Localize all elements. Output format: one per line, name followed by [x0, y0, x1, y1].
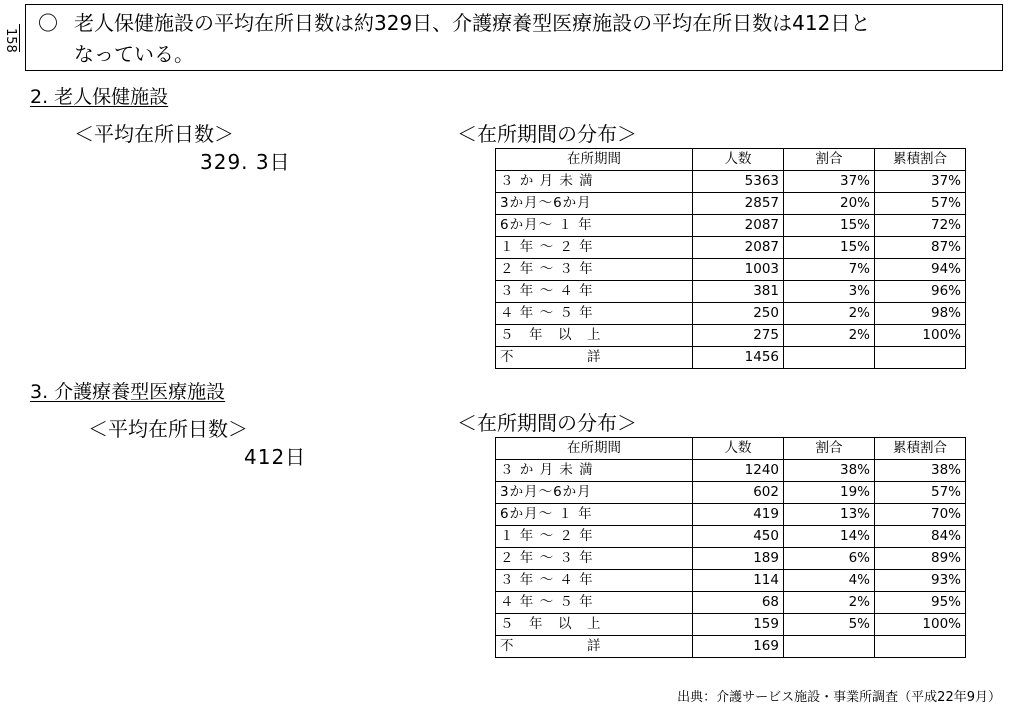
- cumulative-cell: 100%: [875, 614, 966, 636]
- cumulative-cell: 96%: [875, 281, 966, 303]
- period-cell: 不 詳: [496, 636, 693, 658]
- cumulative-cell: 37%: [875, 171, 966, 193]
- avg-stay-label-roken: ＜平均在所日数＞: [74, 122, 234, 146]
- period-cell: １ 年 ～ ２ 年: [496, 526, 693, 548]
- table-row: [496, 281, 966, 303]
- table-row: [496, 325, 966, 347]
- avg-stay-value-ryoyo: 412日: [244, 445, 307, 469]
- ratio-cell: 2%: [784, 592, 875, 614]
- table-header-row: [496, 149, 966, 171]
- period-cell: ３ か 月 未 満: [496, 171, 693, 193]
- table-row: [496, 504, 966, 526]
- cumulative-cell: 89%: [875, 548, 966, 570]
- table-row: [496, 482, 966, 504]
- cumulative-cell: 98%: [875, 303, 966, 325]
- section-heading-roken: 2. 老人保健施設: [30, 86, 169, 108]
- period-cell: １ 年 ～ ２ 年: [496, 237, 693, 259]
- cumulative-cell: 38%: [875, 460, 966, 482]
- summary-box: [25, 4, 1003, 71]
- ratio-cell: 7%: [784, 259, 875, 281]
- source-note: 出典：介護サービス施設・事業所調査（平成22年9月）: [677, 690, 1001, 705]
- period-cell: ５ 年 以 上: [496, 325, 693, 347]
- table-row: [496, 259, 966, 281]
- distribution-heading-roken: ＜在所期間の分布＞: [457, 122, 637, 146]
- count-cell: 169: [693, 636, 784, 658]
- table-row: [496, 592, 966, 614]
- count-cell: 1003: [693, 259, 784, 281]
- count-cell: 602: [693, 482, 784, 504]
- column-header: 累積割合: [875, 438, 966, 460]
- count-cell: 381: [693, 281, 784, 303]
- cumulative-cell: 87%: [875, 237, 966, 259]
- column-header: 在所期間: [496, 149, 693, 171]
- period-cell: 不 詳: [496, 347, 693, 369]
- column-header: 割合: [784, 438, 875, 460]
- period-cell: 6か月～ １ 年: [496, 215, 693, 237]
- avg-stay-value-roken: 329. 3日: [200, 150, 291, 174]
- table-row: [496, 526, 966, 548]
- table-row: [496, 171, 966, 193]
- ratio-cell: 4%: [784, 570, 875, 592]
- cumulative-cell: 57%: [875, 482, 966, 504]
- count-cell: 1240: [693, 460, 784, 482]
- period-cell: ５ 年 以 上: [496, 614, 693, 636]
- cumulative-cell: 100%: [875, 325, 966, 347]
- count-cell: 68: [693, 592, 784, 614]
- distribution-table-ryoyo: [495, 437, 966, 658]
- column-header: 人数: [693, 149, 784, 171]
- count-cell: 114: [693, 570, 784, 592]
- period-cell: ３ 年 ～ ４ 年: [496, 570, 693, 592]
- distribution-table-roken: [495, 148, 966, 369]
- distribution-heading-ryoyo: ＜在所期間の分布＞: [457, 411, 637, 435]
- column-header: 人数: [693, 438, 784, 460]
- table-header-row: [496, 438, 966, 460]
- count-cell: 2087: [693, 237, 784, 259]
- table-row: [496, 460, 966, 482]
- ratio-cell: 20%: [784, 193, 875, 215]
- page-number-rule: [19, 24, 20, 52]
- period-cell: 3か月～6か月: [496, 482, 693, 504]
- count-cell: 159: [693, 614, 784, 636]
- ratio-cell: 15%: [784, 237, 875, 259]
- ratio-cell: 13%: [784, 504, 875, 526]
- period-cell: ２ 年 ～ ３ 年: [496, 548, 693, 570]
- table-row: [496, 215, 966, 237]
- cumulative-cell: 70%: [875, 504, 966, 526]
- cumulative-cell: [875, 636, 966, 658]
- period-cell: ２ 年 ～ ３ 年: [496, 259, 693, 281]
- ratio-cell: 38%: [784, 460, 875, 482]
- table-row: [496, 614, 966, 636]
- ratio-cell: 3%: [784, 281, 875, 303]
- table-row: [496, 548, 966, 570]
- ratio-cell: 14%: [784, 526, 875, 548]
- ratio-cell: 2%: [784, 303, 875, 325]
- avg-stay-label-ryoyo: ＜平均在所日数＞: [88, 417, 248, 441]
- table-row: [496, 303, 966, 325]
- period-cell: ３ 年 ～ ４ 年: [496, 281, 693, 303]
- period-cell: ３ か 月 未 満: [496, 460, 693, 482]
- page-number: 158: [3, 28, 18, 53]
- summary-bullet: 〇: [38, 11, 58, 35]
- count-cell: 2087: [693, 215, 784, 237]
- ratio-cell: 6%: [784, 548, 875, 570]
- table-row: [496, 636, 966, 658]
- count-cell: 450: [693, 526, 784, 548]
- table-row: [496, 570, 966, 592]
- table-row: [496, 347, 966, 369]
- table-row: [496, 193, 966, 215]
- column-header: 累積割合: [875, 149, 966, 171]
- cumulative-cell: 72%: [875, 215, 966, 237]
- cumulative-cell: 94%: [875, 259, 966, 281]
- section-heading-ryoyo: 3. 介護療養型医療施設: [30, 381, 226, 403]
- period-cell: 3か月～6か月: [496, 193, 693, 215]
- ratio-cell: 5%: [784, 614, 875, 636]
- cumulative-cell: 84%: [875, 526, 966, 548]
- count-cell: 275: [693, 325, 784, 347]
- column-header: 在所期間: [496, 438, 693, 460]
- table-row: [496, 237, 966, 259]
- count-cell: 250: [693, 303, 784, 325]
- cumulative-cell: [875, 347, 966, 369]
- count-cell: 419: [693, 504, 784, 526]
- period-cell: ４ 年 ～ ５ 年: [496, 592, 693, 614]
- cumulative-cell: 57%: [875, 193, 966, 215]
- cumulative-cell: 93%: [875, 570, 966, 592]
- count-cell: 1456: [693, 347, 784, 369]
- ratio-cell: [784, 636, 875, 658]
- ratio-cell: [784, 347, 875, 369]
- summary-line-2: なっている。: [74, 42, 194, 66]
- count-cell: 2857: [693, 193, 784, 215]
- count-cell: 189: [693, 548, 784, 570]
- ratio-cell: 2%: [784, 325, 875, 347]
- period-cell: ４ 年 ～ ５ 年: [496, 303, 693, 325]
- summary-line-1: 老人保健施設の平均在所日数は約329日、介護療養型医療施設の平均在所日数は412日と: [74, 11, 871, 35]
- ratio-cell: 37%: [784, 171, 875, 193]
- ratio-cell: 19%: [784, 482, 875, 504]
- period-cell: 6か月～ １ 年: [496, 504, 693, 526]
- ratio-cell: 15%: [784, 215, 875, 237]
- column-header: 割合: [784, 149, 875, 171]
- cumulative-cell: 95%: [875, 592, 966, 614]
- count-cell: 5363: [693, 171, 784, 193]
